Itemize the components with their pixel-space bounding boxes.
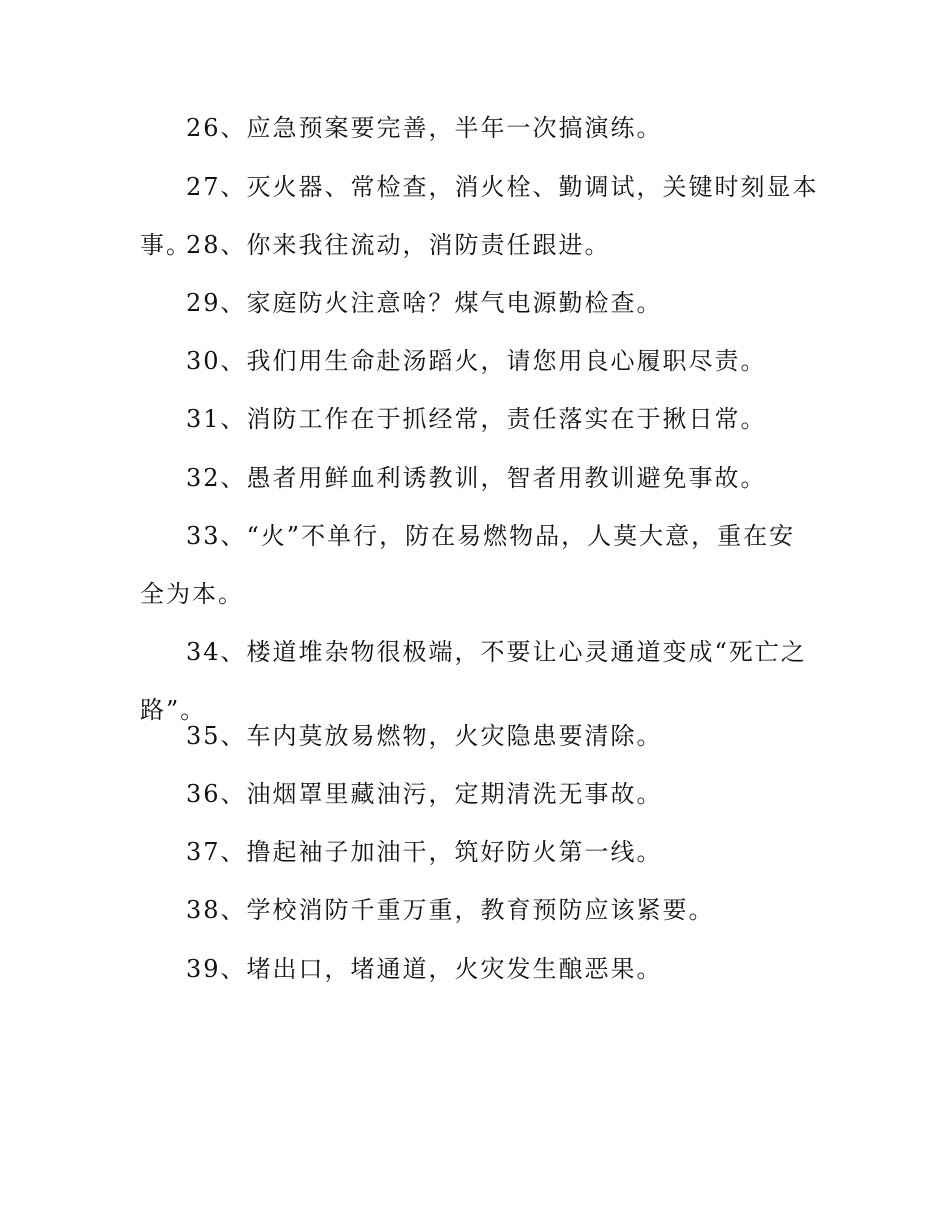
slogan-item: 33、“火”不单行，防在易燃物品，人莫大意，重在安全为本。 xyxy=(140,522,796,608)
slogan-item: 32、愚者用鲜血利诱教训，智者用教训避免事故。 xyxy=(186,464,767,492)
slogan-item: 38、学校消防千重万重，教育预防应该紧要。 xyxy=(186,896,715,924)
slogan-item: 36、油烟罩里藏油污，定期清洗无事故。 xyxy=(186,780,663,808)
slogan-item: 26、应急预案要完善，半年一次搞演练。 xyxy=(186,114,663,142)
slogan-item: 29、家庭防火注意啥？煤气电源勤检查。 xyxy=(186,289,663,317)
slogan-item: 31、消防工作在于抓经常，责任落实在于揪日常。 xyxy=(186,405,767,433)
slogan-item: 28、你来我往流动，消防责任跟进。 xyxy=(186,231,611,259)
slogan-item: 39、堵出口，堵通道，火灾发生酿恶果。 xyxy=(186,955,663,983)
slogan-item: 35、车内莫放易燃物，火灾隐患要清除。 xyxy=(186,722,663,750)
slogan-item: 27、灭火器、常检查，消火栓、勤调试，关键时刻显本事。 xyxy=(140,173,819,259)
slogan-item: 34、楼道堆杂物很极端，不要让心灵通道变成“死亡之路”。 xyxy=(140,638,807,724)
slogan-item: 30、我们用生命赴汤蹈火，请您用良心履职尽责。 xyxy=(186,347,767,375)
slogan-item: 37、撸起袖子加油干，筑好防火第一线。 xyxy=(186,838,663,866)
